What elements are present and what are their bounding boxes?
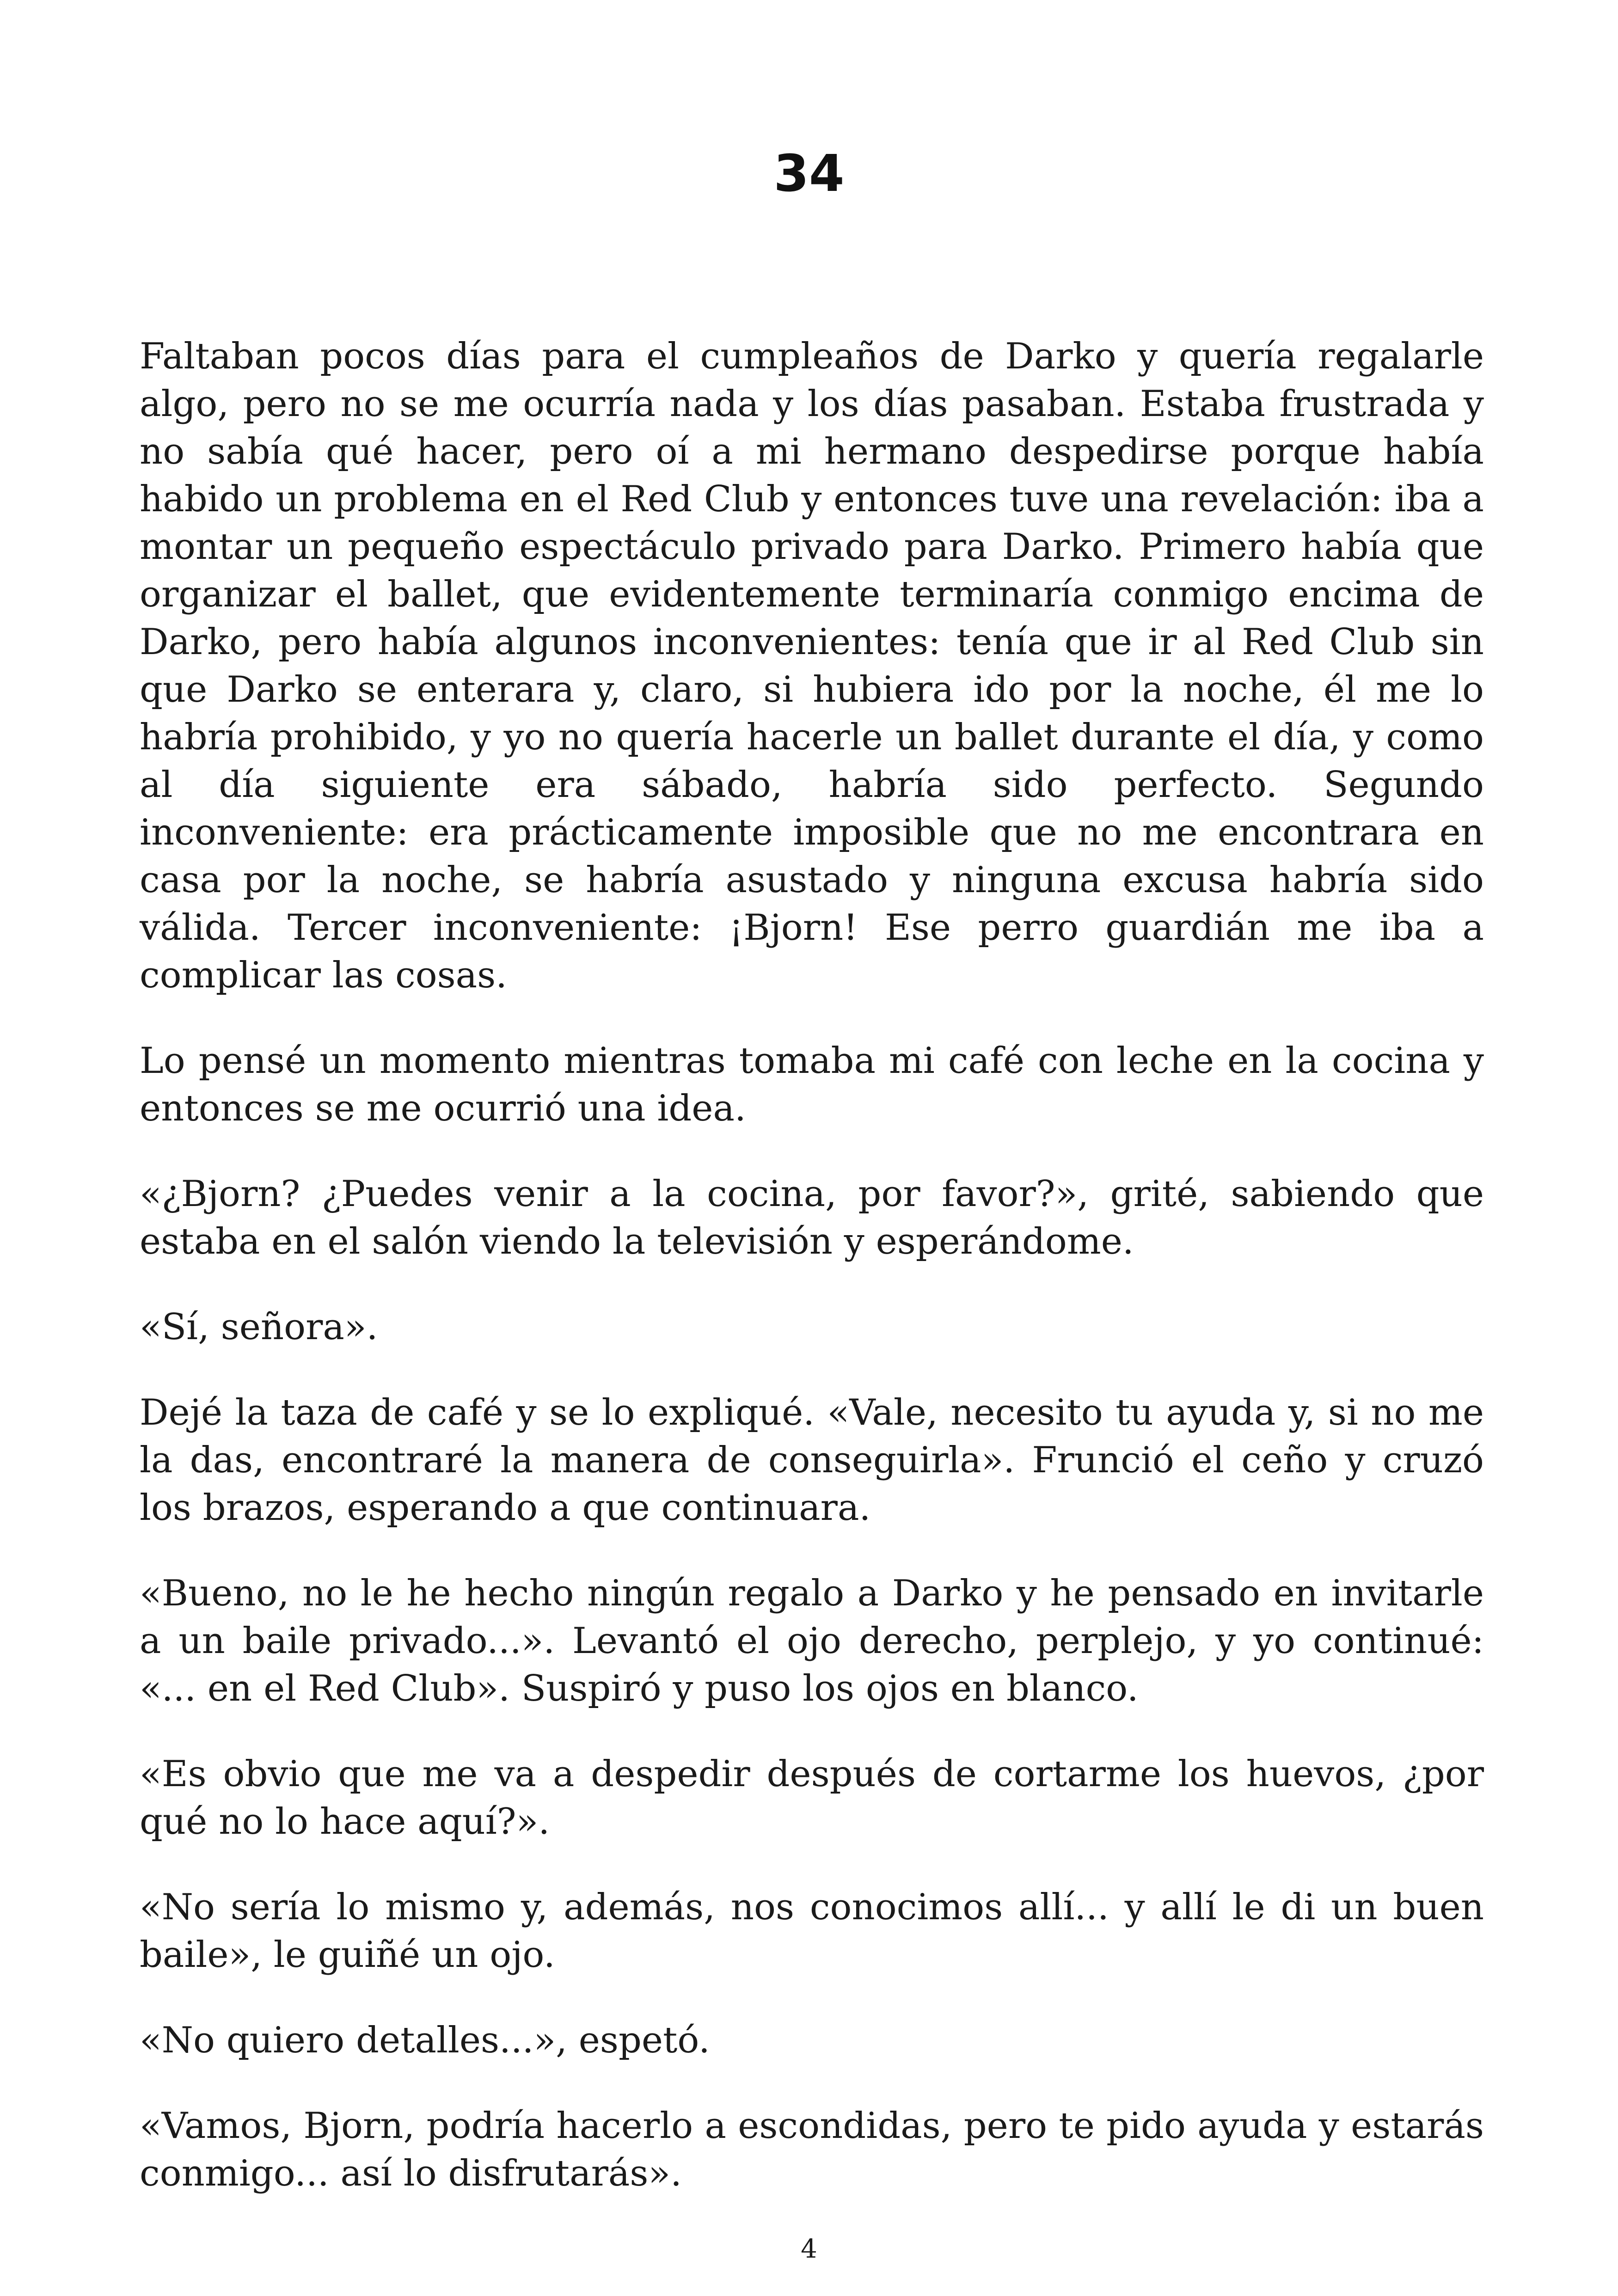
paragraph: «No quiero detalles...», espetó. xyxy=(140,2020,710,2061)
chapter-body xyxy=(140,333,1484,2235)
paragraph: «Bueno, no le he hecho ningún regalo a Darko y he pensado en invitarle a un baile privado...». Levantó el ojo derecho, perplejo, y yo continué: «... en el Red Club». Suspiró y puso los ojos en blanco. xyxy=(140,1573,1484,1709)
paragraph: «¿Bjorn? ¿Puedes venir a la cocina, por favor?», grité, sabiendo que estaba en el salón viendo la televisión y esperándome. xyxy=(140,1173,1484,1262)
paragraph: Dejé la taza de café y se lo expliqué. «Vale, necesito tu ayuda y, si no me la das, encontraré la manera de conseguirla». Frunció el ceño y cruzó los brazos, esperando a que continuara. xyxy=(140,1392,1484,1529)
chapter-title: 34 xyxy=(773,144,845,203)
paragraph: «Es obvio que me va a despedir después de cortarme los huevos, ¿por qué no lo hace aquí?». xyxy=(140,1753,1484,1843)
page-number: 4 xyxy=(801,2234,817,2264)
paragraph: «Sí, señora». xyxy=(140,1306,378,1348)
paragraph: Faltaban pocos días para el cumpleaños de Darko y quería regalarle algo, pero no se me ocurría nada y los días pasaban. Estaba frustrada y no sabía qué hacer, pero oí a mi hermano despedirse porque había habido un problema en el Red Club y entonces tuve una revelación: iba a montar un pequeño espectáculo privado para Darko. Primero había que organizar el ballet, que evidentemente terminaría conmigo encima de Darko, pero había algunos inconvenientes: tenía que ir al Red Club sin que Darko se enterara y, claro, si hubiera ido por la noche, él me lo habría prohibido, y yo no quería hacerle un ballet durante el día, y como al día siguiente era sábado, habría sido perfecto. Segundo inconveniente: era prácticamente imposible que no me encontrara en casa por la noche, se habría asustado y ninguna excusa habría sido válida. Tercer inconveniente: ¡Bjorn! Ese perro guardián me iba a complicar las cosas. xyxy=(140,336,1484,996)
paragraph: Lo pensé un momento mientras tomaba mi café con leche en la cocina y entonces se me ocurrió una idea. xyxy=(140,1040,1484,1129)
paragraph: «Vamos, Bjorn, podría hacerlo a escondidas, pero te pido ayuda y estarás conmigo... así lo disfrutarás». xyxy=(140,2105,1484,2194)
paragraph: «No sería lo mismo y, además, nos conocimos allí... y allí le di un buen baile», le guiñé un ojo. xyxy=(140,1886,1484,1976)
